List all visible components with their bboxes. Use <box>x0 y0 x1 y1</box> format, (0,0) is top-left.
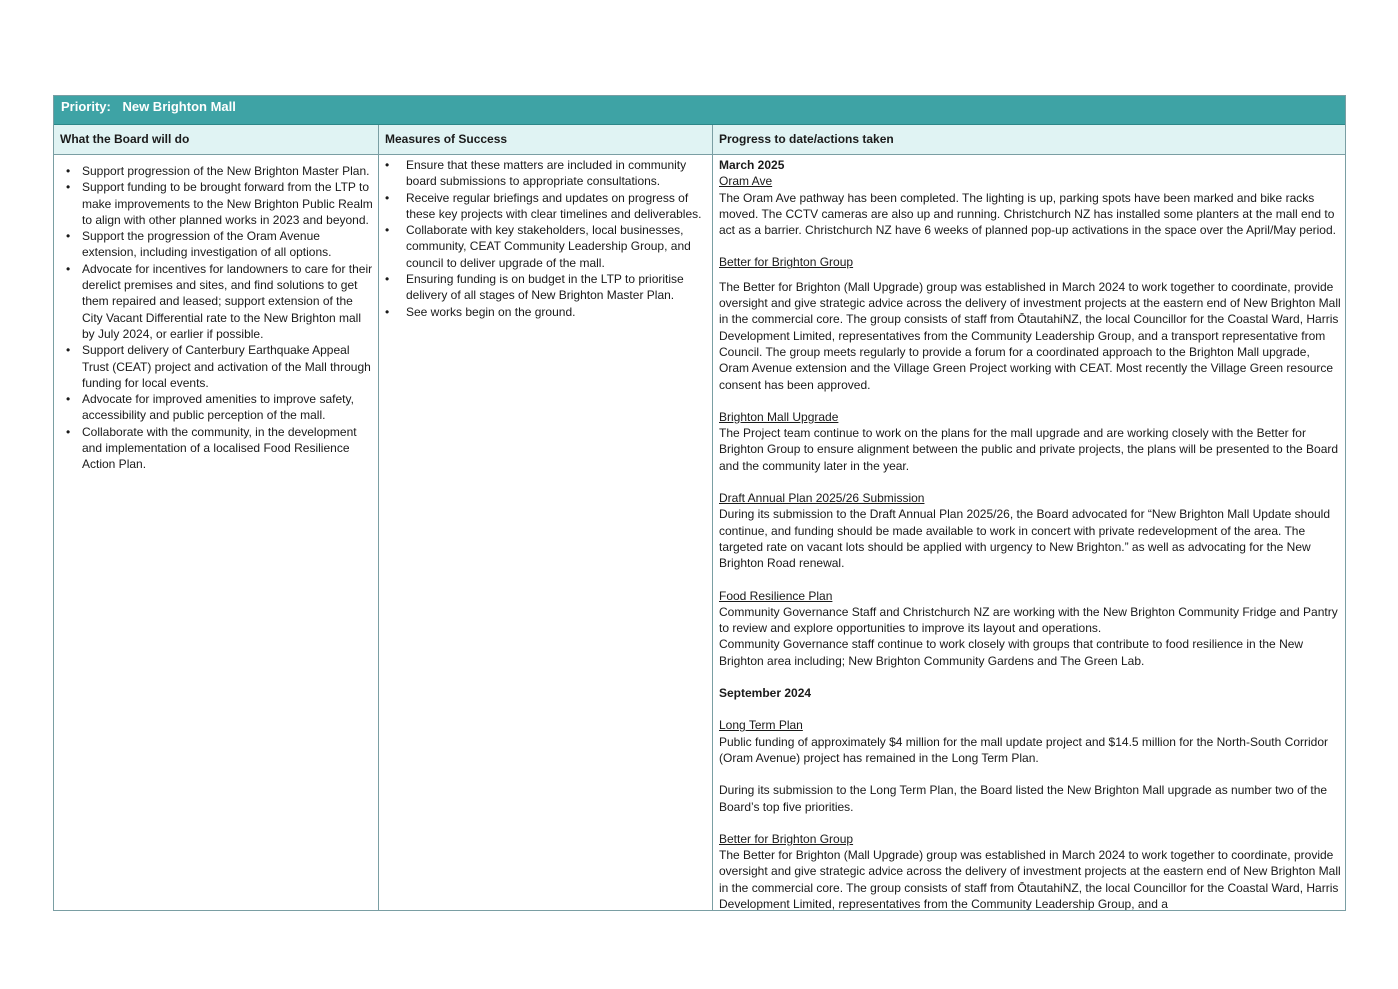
oram-ave-heading: Oram Ave <box>719 174 773 189</box>
list-item: • Ensuring funding is on budget in the LTP to prioritise delivery of all stages of New Brighton Master Plan. <box>379 271 706 304</box>
list-item: • Receive regular briefings and updates on progress of these key projects with clear timelines and deliverables. <box>379 190 706 223</box>
better-for-brighton-text: The Better for Brighton (Mall Upgrade) group was established in March 2024 to work together to coordinate, provide oversight and give strategic advice across the delivery of investment projects at the eastern end of New Brighton Mall in the commercial core. The group consists of staff from ŌtautahiNZ, the local Councillor for the Coastal Ward, Harris Development Limited, representatives from the Community Leadership Group, and a transport representative from Council. The group meets regularly to provide a forum for a coordinated approach to the Brighton Mall upgrade, Oram Avenue extension and the Village Green Project working with CEAT. Most recently the Village Green resource consent has been approved. <box>719 279 1341 392</box>
priority-title-bar <box>54 96 1345 125</box>
draft-annual-plan-heading: Draft Annual Plan 2025/26 Submission <box>719 491 925 506</box>
measures-list <box>379 157 706 320</box>
september-2024-heading: September 2024 <box>719 686 812 701</box>
content-row <box>54 155 1345 910</box>
measures-cell <box>379 155 713 910</box>
long-term-plan-text: During its submission to the Long Term Plan, the Board listed the New Brighton Mall upgrade as number two of the Board’s top five priorities. <box>719 783 1328 814</box>
better-for-brighton-heading: Better for Brighton Group <box>719 255 854 270</box>
header-progress: Progress to date/actions taken <box>719 132 894 146</box>
header-board-actions: What the Board will do <box>54 125 379 154</box>
board-actions-list <box>60 163 374 473</box>
priority-label: Priority: <box>61 99 111 114</box>
list-item: • Support funding to be brought forward from the LTP to make improvements to the New Brighton Public Realm to align with other planned works in 2023 and beyond. <box>60 179 374 228</box>
march-2025-heading: March 2025 <box>719 158 785 172</box>
header-measures: Measures of Success <box>379 125 713 154</box>
column-header-row <box>54 125 1345 155</box>
list-item: • Support progression of the New Brighton Master Plan. <box>60 163 374 179</box>
list-item: • Support delivery of Canterbury Earthquake Appeal Trust (CEAT) project and activation of the Mall through funding for local events. <box>60 342 374 391</box>
oram-ave-text: The Oram Ave pathway has been completed. The lighting is up, parking spots have been marked and bike racks moved. The CCTV cameras are also up and running. Christchurch NZ has installed some planters at the mall end to act as a barrier. Christchurch NZ have 6 weeks of planned pop-up activations in the space over the April/May period. <box>719 190 1336 238</box>
food-resilience-text: Community Governance staff continue to work closely with groups that contribute to food resilience in the New Brighton area including; New Brighton Community Gardens and The Green Lab. <box>719 637 1304 668</box>
list-item: • Support the progression of the Oram Avenue extension, including investigation of all options. <box>60 228 374 261</box>
list-item: • Advocate for incentives for landowners to care for their derelict premises and sites, and find solutions to get them repaired and leased; support extension of the City Vacant Differential rate to the New Brighton mall by July 2024, or earlier if possible. <box>60 261 374 342</box>
list-item: • See works begin on the ground. <box>379 304 706 320</box>
list-item: • Advocate for improved amenities to improve safety, accessibility and public perception of the mall. <box>60 391 374 424</box>
brighton-mall-upgrade-text: The Project team continue to work on the plans for the mall upgrade and are working closely with the Better for Brighton Group to ensure alignment between the public and private projects, the plans will be presented to the Board and the community later in the year. <box>719 426 1339 473</box>
progress-cell <box>713 155 1345 910</box>
list-item: • Collaborate with the community, in the development and implementation of a localised Food Resilience Action Plan. <box>60 424 374 473</box>
long-term-plan-heading: Long Term Plan <box>719 718 803 733</box>
priority-name: New Brighton Mall <box>122 99 236 114</box>
board-actions-cell <box>54 155 379 910</box>
list-item: • Collaborate with key stakeholders, local businesses, community, CEAT Community Leadership Group, and council to deliver upgrade of the mall. <box>379 222 706 271</box>
brighton-mall-upgrade-heading: Brighton Mall Upgrade <box>719 409 839 424</box>
draft-annual-plan-text: During its submission to the Draft Annual Plan 2025/26, the Board advocated for “New Brighton Mall Update should continue, and funding should be made available to work in concert with private redevelopment of the area. The targeted rate on vacant lots should be applied with urgency to New Brighton.” as well as advocating for the New Brighton Road renewal. <box>719 507 1331 571</box>
priority-table <box>53 95 1346 911</box>
food-resilience-text: Community Governance Staff and Christchurch NZ are working with the New Brighton Community Fridge and Pantry to review and explore opportunities to improve its layout and operations. <box>719 604 1338 636</box>
better-for-brighton-heading: Better for Brighton Group <box>719 831 854 846</box>
list-item: • Ensure that these matters are included in community board submissions to appropriate consultations. <box>379 157 706 190</box>
long-term-plan-text: Public funding of approximately $4 million for the mall update project and $14.5 million for the North-South Corridor (Oram Avenue) project has remained in the Long Term Plan. <box>719 734 1328 765</box>
food-resilience-heading: Food Resilience Plan <box>719 588 833 603</box>
better-for-brighton-text: The Better for Brighton (Mall Upgrade) group was established in March 2024 to work together to coordinate, provide oversight and give strategic advice across the delivery of investment projects at the eastern end of New Brighton Mall in the commercial core. The group consists of staff from ŌtautahiNZ, the local Councillor for the Coastal Ward, Harris Development Limited, representatives from the Community Leadership Group, and a <box>719 848 1341 910</box>
